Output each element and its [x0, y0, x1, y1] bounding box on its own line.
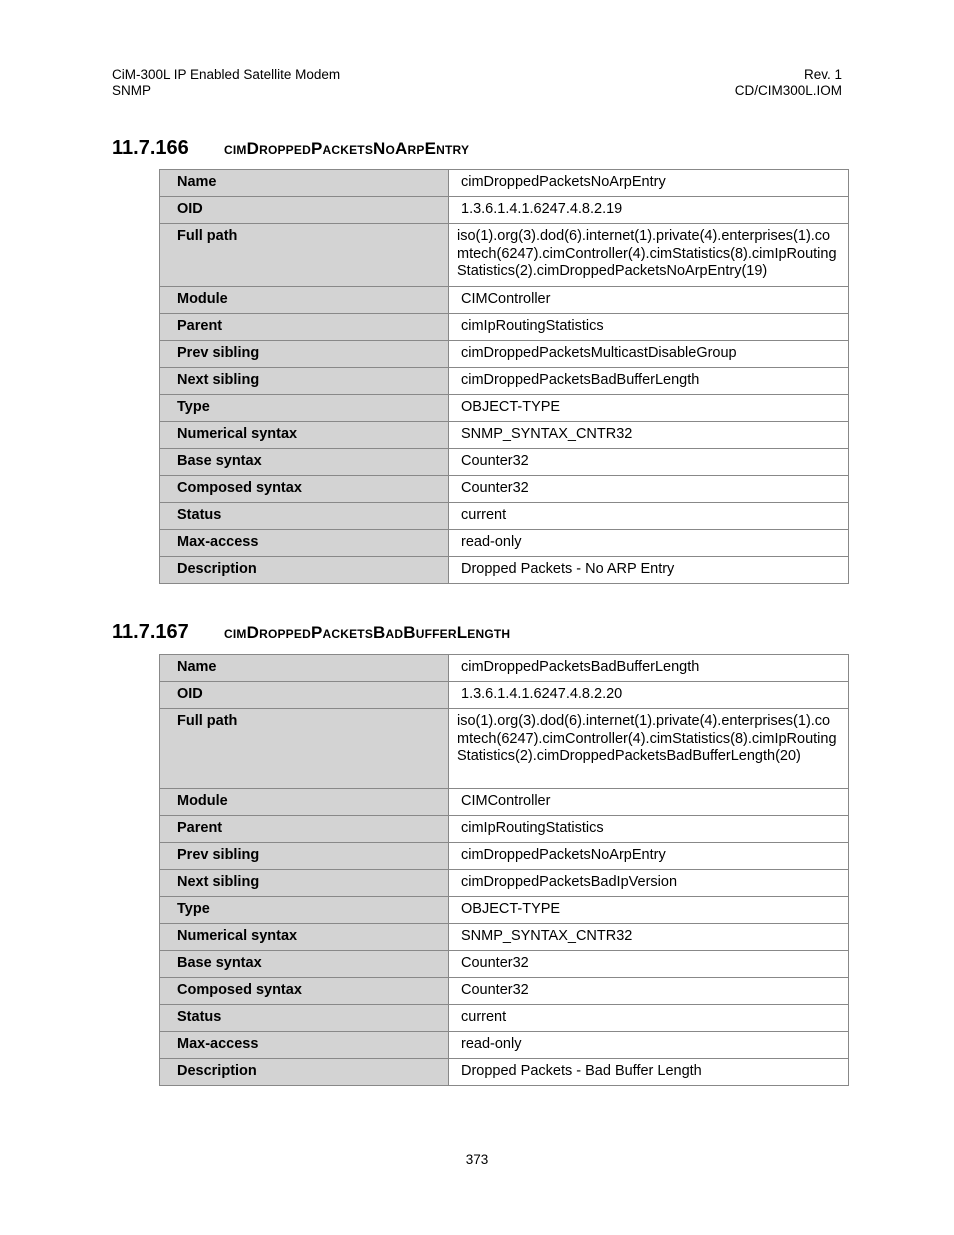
row-key: Module [160, 287, 449, 314]
row-value: cimDroppedPacketsBadIpVersion [449, 870, 849, 897]
row-value: OBJECT-TYPE [449, 897, 849, 924]
table-row [160, 816, 849, 843]
row-value: Counter32 [449, 476, 849, 503]
table-row [160, 530, 849, 557]
row-value: read-only [449, 1032, 849, 1059]
row-value: SNMP_SYNTAX_CNTR32 [449, 422, 849, 449]
row-value: cimIpRoutingStatistics [449, 816, 849, 843]
row-value: OBJECT-TYPE [449, 395, 849, 422]
row-key: Next sibling [160, 368, 449, 395]
row-value: 1.3.6.1.4.1.6247.4.8.2.20 [449, 682, 849, 709]
page-number: 373 [465, 1152, 489, 1167]
table-row [160, 395, 849, 422]
row-value: 1.3.6.1.4.1.6247.4.8.2.19 [449, 197, 849, 224]
table-row [160, 1032, 849, 1059]
table-row [160, 682, 849, 709]
table-row [160, 897, 849, 924]
table-row [160, 287, 849, 314]
row-value: current [449, 503, 849, 530]
row-value: cimDroppedPacketsBadBufferLength [449, 368, 849, 395]
table-row [160, 924, 849, 951]
row-key: Composed syntax [160, 978, 449, 1005]
section-number: 11.7.167 [112, 621, 189, 643]
row-value: read-only [449, 530, 849, 557]
table-row [160, 449, 849, 476]
row-value: iso(1).org(3).dod(6).internet(1).private(4).enterprises(1).comtech(6247).cimController(4).cimStatistics(8).cimIpRoutingStatistics(2).cimDroppedPacketsNoArpEntry(19) [449, 224, 849, 287]
row-key: Prev sibling [160, 341, 449, 368]
table-row [160, 503, 849, 530]
row-value: SNMP_SYNTAX_CNTR32 [449, 924, 849, 951]
section-name: cimDroppedPacketsBadBufferLength [224, 623, 511, 642]
row-value: iso(1).org(3).dod(6).internet(1).private(4).enterprises(1).comtech(6247).cimController(4).cimStatistics(8).cimIpRoutingStatistics(2).cimDroppedPacketsBadBufferLength(20) [449, 709, 849, 789]
section-heading [112, 137, 469, 160]
document-revision: Rev. 1 [803, 67, 842, 82]
row-key: Name [160, 655, 449, 682]
row-key: Composed syntax [160, 476, 449, 503]
row-key: Max-access [160, 1032, 449, 1059]
row-key: Description [160, 557, 449, 584]
row-key: Description [160, 1059, 449, 1086]
table-row [160, 655, 849, 682]
row-key: Base syntax [160, 951, 449, 978]
row-value: current [449, 1005, 849, 1032]
row-key: Type [160, 395, 449, 422]
row-key: OID [160, 682, 449, 709]
section-name: cimDroppedPacketsNoArpEntry [224, 139, 470, 158]
row-value: CIMController [449, 789, 849, 816]
table-row [160, 557, 849, 584]
mib-object-table [159, 654, 849, 1086]
row-value: Counter32 [449, 951, 849, 978]
document-section: SNMP [112, 83, 152, 98]
row-key: Prev sibling [160, 843, 449, 870]
table-row [160, 951, 849, 978]
row-value: cimIpRoutingStatistics [449, 314, 849, 341]
table-row [160, 870, 849, 897]
header-right [735, 67, 842, 99]
row-value: Dropped Packets - Bad Buffer Length [449, 1059, 849, 1086]
table-row [160, 341, 849, 368]
row-value: cimDroppedPacketsNoArpEntry [449, 170, 849, 197]
row-key: Type [160, 897, 449, 924]
row-key: Base syntax [160, 449, 449, 476]
row-value: CIMController [449, 287, 849, 314]
row-key: Next sibling [160, 870, 449, 897]
row-value: Dropped Packets - No ARP Entry [449, 557, 849, 584]
table-row [160, 1005, 849, 1032]
row-value: Counter32 [449, 978, 849, 1005]
row-key: Max-access [160, 530, 449, 557]
table-row [160, 368, 849, 395]
row-key: Numerical syntax [160, 924, 449, 951]
section-heading [112, 621, 510, 644]
table-row [160, 197, 849, 224]
row-key: Parent [160, 816, 449, 843]
table-row [160, 476, 849, 503]
table-row [160, 789, 849, 816]
row-key: Numerical syntax [160, 422, 449, 449]
document-code: CD/CIM300L.IOM [734, 83, 842, 98]
row-key: Module [160, 789, 449, 816]
table-row [160, 224, 849, 287]
row-key: Status [160, 503, 449, 530]
mib-object-table [159, 169, 849, 584]
row-value: cimDroppedPacketsMulticastDisableGroup [449, 341, 849, 368]
table-row [160, 709, 849, 789]
row-key: OID [160, 197, 449, 224]
document-title: CiM-300L IP Enabled Satellite Modem [112, 67, 341, 82]
row-key: Full path [160, 709, 449, 789]
table-row [160, 170, 849, 197]
section-number: 11.7.166 [112, 137, 189, 159]
row-value: cimDroppedPacketsNoArpEntry [449, 843, 849, 870]
row-key: Parent [160, 314, 449, 341]
table-row [160, 843, 849, 870]
table-row [160, 1059, 849, 1086]
table-row [160, 978, 849, 1005]
row-value: Counter32 [449, 449, 849, 476]
table-row [160, 314, 849, 341]
row-key: Name [160, 170, 449, 197]
header-left [112, 67, 340, 99]
table-row [160, 422, 849, 449]
row-key: Status [160, 1005, 449, 1032]
row-key: Full path [160, 224, 449, 287]
row-value: cimDroppedPacketsBadBufferLength [449, 655, 849, 682]
